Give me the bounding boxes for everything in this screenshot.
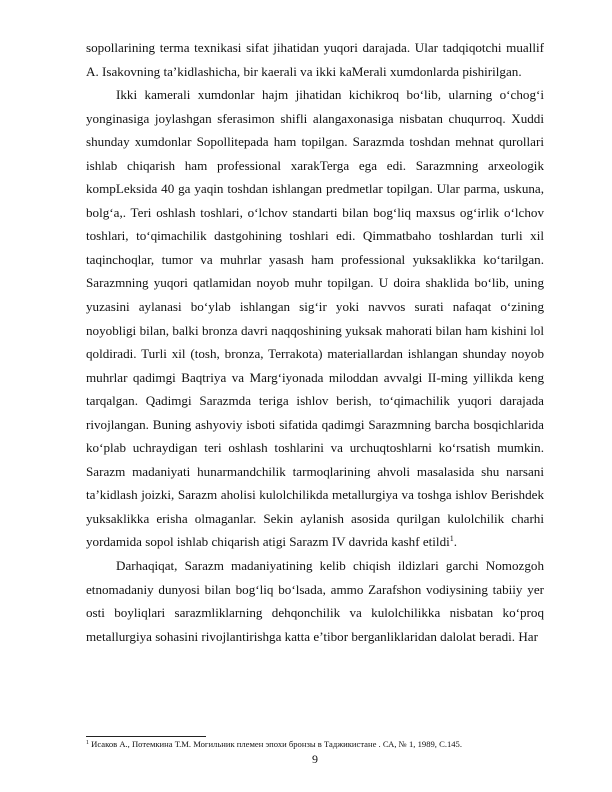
paragraph-1: sopollarining terma texnikasi sifat jihatidan yuqori darajada. Ular tadqiqotchi muallif A. Isakovning ta’kidlashicha, bir kaerali va ikki kaMerali xumdonlarda pishirilgan. — [86, 40, 544, 79]
footnote-marker: 1 — [86, 740, 89, 746]
footnote-reference[interactable]: 1 — [449, 534, 454, 544]
body-text — [86, 36, 544, 648]
page-number: 9 — [312, 752, 318, 766]
paragraph-2-end: . — [453, 534, 458, 550]
paragraph-2 — [86, 83, 544, 554]
paragraph-2-text: Ikki kamerali xumdonlar hajm jihatidan kichikroq bo‘lib, ularning o‘chog‘i yonginasiga joylashgan sferasimon shifli alangaxonasiga nisbatan chuqurroq. Xuddi shunday xumdonlar Sopollitepada ham topilgan. Sarazmda toshdan mehnat qurollari ishlab chiqarish ham professional xarakTerga ega edi. Sarazmning arxeologik kompLeksida 40 ga yaqin toshdan ishlangan predmetlar topilgan. Ular parma, uskuna, bolg‘a,. Teri oshlash toshlari, o‘lchov standarti bilan bog‘liq maxsus og‘irlik o‘lchov toshlari, to‘qimachilik dastgohining toshlari edi. Qimmatbaho toshlardan turli xil taqinchoqlar, tumor va muhrlar yasash ham professional yuksaklikka ko‘tarilgan. Sarazmning yuqori qatlamidan noyob muhr topilgan. U doira shaklida bo‘lib, uning yuzasini aylanasi bo‘ylab ishlangan sig‘ir yoki navvos surati nafaqat o‘zining noyobligi bilan, balki bronza davri naqqoshining yuksak mahorati bilan ham kishini lol qoldiradi. Turli xil (tosh, bronza, Terrakota) materiallardan ishlangan shunday noyob muhrlar qadimgi Baqtriya va Marg‘iyonada miloddan avvalgi II-ming yillikda keng tarqalgan. Qadimgi Sarazmda teriga ishlov berish, to‘qimachilik yuqori darajada rivojlangan. Buning ashyoviy isboti sifatida qadimgi Sarazmning barcha bosqichlarida ko‘plab uchraydigan teri oshlash toshlarini va urchuqtoshlarni ko‘rsatish mumkin. Sarazm madaniyati hunarmandchilik tarmoqlarining ahvoli masalasida shu narsani ta’kidlash joizki, Sarazm aholisi kulolchilikda metallurgiya va toshga ishlov Berishdek yuksaklikka erisha olmaganlar. Sekin aylanish asosida qurilgan kulolchilik charhi yordamida sopol ishlab chiqarish atigi Sarazm IV davrida kashf etildi — [86, 87, 544, 550]
footnote-divider — [86, 736, 206, 737]
footnote-text: Исаков А., Потемкина Т.М. Могильник племен эпохи бронзы в Таджикистане . СА, № 1, 1989, С.145. — [89, 739, 463, 749]
footnote — [86, 739, 544, 750]
paragraph-3: Darhaqiqat, Sarazm madaniyatining kelib chiqish ildizlari garchi Nomozgoh etnomadaniy dunyosi bilan bog‘liq bo‘lsada, ammo Zarafshon vodiysining tabiiy yer osti boyliqlari sarazmliklarning dehqonchilik va kulolchilikka nisbatan ko‘proq metallurgiya sohasini rivojlantirishga katta e’tibor berganliklaridan dalolat beradi. Har — [86, 558, 544, 644]
